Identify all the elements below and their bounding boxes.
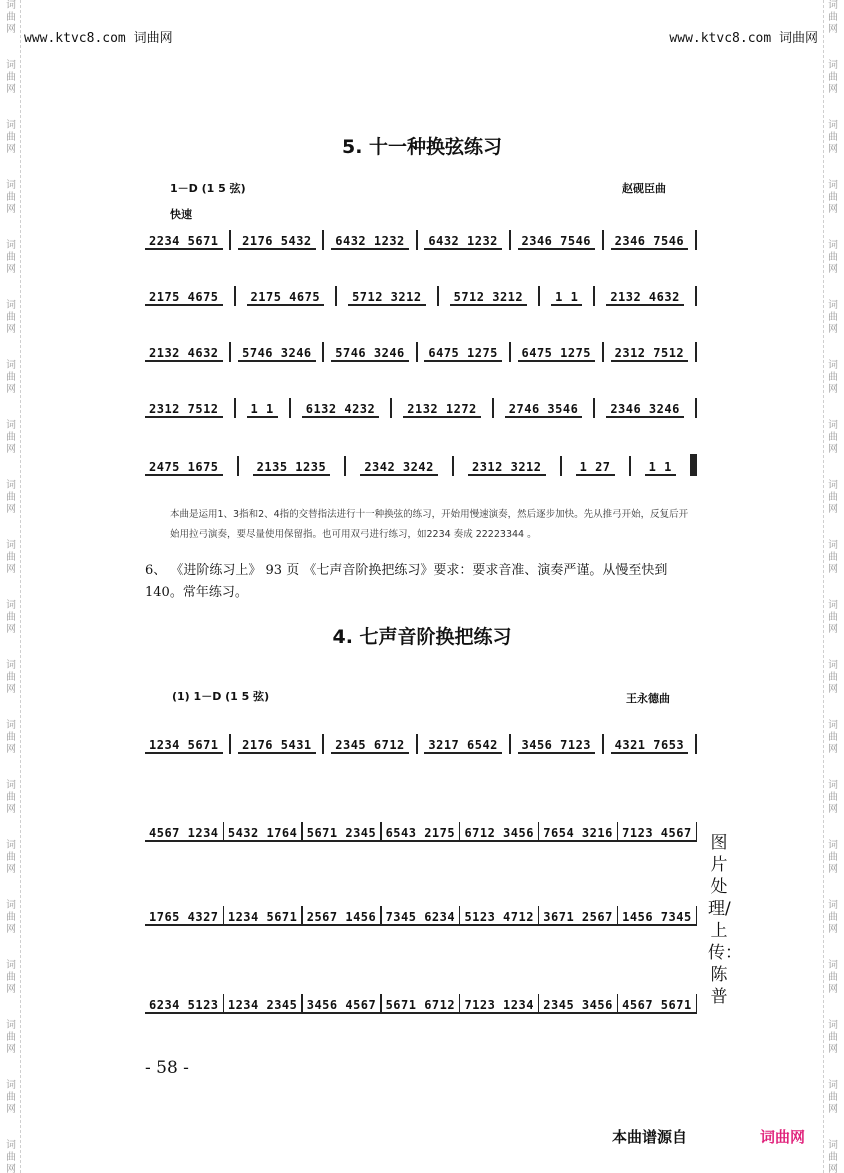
side-watermark-char: 曲 <box>6 1032 16 1043</box>
section2-line <box>145 822 697 842</box>
measure: 2135 1235 <box>253 460 331 476</box>
side-watermark-char: 曲 <box>6 732 16 743</box>
side-watermark-char: 曲 <box>6 372 16 383</box>
measure: 6712 3456 <box>460 826 538 842</box>
measure: 5712 3212 <box>348 290 426 306</box>
measure: 2132 4632 <box>145 346 223 362</box>
side-watermark-group <box>828 180 838 216</box>
measure: 1234 2345 <box>224 998 302 1014</box>
side-watermark-group <box>828 240 838 276</box>
side-watermark-char: 词 <box>6 840 16 851</box>
side-watermark-char: 曲 <box>6 252 16 263</box>
measure: 2567 1456 <box>303 910 381 926</box>
side-watermark-char: 网 <box>828 744 838 755</box>
side-watermark-group <box>6 480 16 516</box>
side-watermark-char: 曲 <box>6 312 16 323</box>
side-watermark-char: 网 <box>828 384 838 395</box>
barline <box>322 734 324 754</box>
side-watermark-char: 曲 <box>6 852 16 863</box>
side-watermark-char: 词 <box>828 960 838 971</box>
side-watermark-char: 词 <box>828 720 838 731</box>
side-watermark-char: 网 <box>6 264 16 275</box>
side-watermark-char: 网 <box>828 444 838 455</box>
side-watermark-group <box>828 960 838 996</box>
measure: 6234 5123 <box>145 998 223 1014</box>
side-watermark-group <box>6 180 16 216</box>
side-watermark-char: 网 <box>6 864 16 875</box>
side-watermark-char: 词 <box>6 420 16 431</box>
barline <box>695 230 697 250</box>
side-watermark-char: 网 <box>828 684 838 695</box>
barline <box>289 398 291 418</box>
barline <box>695 342 697 362</box>
side-watermark-char: 曲 <box>828 372 838 383</box>
barline <box>229 230 231 250</box>
side-watermark-char: 网 <box>6 204 16 215</box>
side-watermark-char: 词 <box>6 960 16 971</box>
side-watermark-group <box>828 540 838 576</box>
side-watermark-char: 网 <box>828 864 838 875</box>
barline <box>629 456 631 476</box>
side-watermark-char: 曲 <box>828 1152 838 1163</box>
measure: 2346 7546 <box>518 234 596 250</box>
side-watermark-group <box>828 1080 838 1116</box>
side-watermark-char: 曲 <box>828 192 838 203</box>
side-watermark-char: 曲 <box>828 72 838 83</box>
side-watermark-char: 词 <box>6 540 16 551</box>
barline <box>234 398 236 418</box>
side-watermark-char: 网 <box>828 1044 838 1055</box>
side-watermark-char: 词 <box>828 480 838 491</box>
barline <box>696 906 697 926</box>
side-watermark-char: 曲 <box>828 312 838 323</box>
measure: 5746 3246 <box>238 346 316 362</box>
side-watermark-char: 曲 <box>828 792 838 803</box>
barline <box>602 734 604 754</box>
side-watermark-char: 词 <box>6 900 16 911</box>
measure: 7123 1234 <box>460 998 538 1014</box>
barline <box>509 230 511 250</box>
side-watermark-char: 网 <box>6 684 16 695</box>
side-watermark-char: 曲 <box>6 972 16 983</box>
side-watermark-char: 曲 <box>6 492 16 503</box>
measure: 2475 1675 <box>145 460 223 476</box>
measure: 5746 3246 <box>331 346 409 362</box>
side-watermark-char: 词 <box>6 60 16 71</box>
barline <box>416 230 418 250</box>
measure: 2176 5431 <box>238 738 316 754</box>
side-watermark-group <box>6 240 16 276</box>
side-watermark-char: 曲 <box>6 1092 16 1103</box>
measure: 2746 3546 <box>505 402 583 418</box>
side-watermark-char: 词 <box>6 0 16 11</box>
side-watermark-char: 网 <box>6 444 16 455</box>
side-watermark-char: 曲 <box>6 192 16 203</box>
measure: 2342 3242 <box>360 460 438 476</box>
measure: 2345 6712 <box>331 738 409 754</box>
side-watermark-group <box>6 60 16 96</box>
section1-note: 本曲是运用1、3指和2、4指的交替指法进行十一种换弦的练习，开始用慢速演奏，然后逐步加快。先从推弓开始，反复后开始用拉弓演奏，要尽量使用保留指。也可用双弓进行练习，如2234 奏成 22223344 。 <box>170 509 689 540</box>
side-watermark-char: 网 <box>6 504 16 515</box>
side-watermark-char: 词 <box>6 240 16 251</box>
side-watermark-char: 网 <box>828 804 838 815</box>
measure: 5712 3212 <box>450 290 528 306</box>
side-watermark-char: 曲 <box>6 72 16 83</box>
side-watermark-char: 网 <box>828 924 838 935</box>
side-watermark-char: 词 <box>828 1140 838 1151</box>
side-watermark-char: 网 <box>6 1104 16 1115</box>
side-watermark-char: 曲 <box>828 612 838 623</box>
side-watermark-char: 网 <box>828 1164 838 1173</box>
measure: 5671 6712 <box>382 998 460 1014</box>
side-watermark-char: 网 <box>6 564 16 575</box>
barline <box>560 456 562 476</box>
measure: 5432 1764 <box>224 826 302 842</box>
footer-site-link[interactable]: 词曲网 <box>760 1128 806 1146</box>
side-watermark-char: 词 <box>828 900 838 911</box>
barline <box>509 342 511 362</box>
side-watermark-group <box>6 720 16 756</box>
side-watermark-char: 网 <box>6 1044 16 1055</box>
section1-line <box>145 398 697 418</box>
side-watermark-char: 曲 <box>828 732 838 743</box>
side-watermark-char: 词 <box>828 240 838 251</box>
barline <box>696 822 697 842</box>
side-watermark-group <box>828 420 838 456</box>
side-watermark-group <box>828 1140 838 1173</box>
side-watermark-char: 网 <box>828 504 838 515</box>
side-watermark-char: 曲 <box>6 552 16 563</box>
side-watermark-char: 曲 <box>6 432 16 443</box>
side-watermark-char: 网 <box>828 144 838 155</box>
vertical-credit: 图片处理/上传：陈普 <box>708 833 742 1007</box>
side-watermark-char: 词 <box>6 120 16 131</box>
section1-composer: 赵砚臣曲 <box>622 182 666 195</box>
side-watermark-group <box>828 1020 838 1056</box>
barline <box>437 286 439 306</box>
side-watermark-char: 曲 <box>6 912 16 923</box>
measure: 2346 3246 <box>606 402 684 418</box>
side-watermark-char: 曲 <box>6 132 16 143</box>
barline <box>335 286 337 306</box>
side-watermark-char: 词 <box>6 1020 16 1031</box>
section2-composer: 王永德曲 <box>626 692 670 705</box>
measure: 2312 7512 <box>611 346 689 362</box>
side-watermark-char: 词 <box>6 780 16 791</box>
side-watermark-group <box>828 840 838 876</box>
measure: 4321 7653 <box>611 738 689 754</box>
side-watermark-char: 网 <box>6 984 16 995</box>
side-watermark-char: 词 <box>6 300 16 311</box>
left-watermark-strip <box>2 0 21 1173</box>
side-watermark-group <box>828 60 838 96</box>
measure: 2312 3212 <box>468 460 546 476</box>
section1-title: 5. 十一种换弦练习 <box>341 136 503 158</box>
measure: 4567 1234 <box>145 826 223 842</box>
side-watermark-char: 网 <box>6 744 16 755</box>
side-watermark-group <box>6 420 16 456</box>
side-watermark-char: 曲 <box>6 792 16 803</box>
measure: 6543 2175 <box>382 826 460 842</box>
side-watermark-char: 曲 <box>828 552 838 563</box>
side-watermark-char: 曲 <box>828 912 838 923</box>
side-watermark-char: 网 <box>6 384 16 395</box>
side-watermark-char: 曲 <box>828 432 838 443</box>
side-watermark-group <box>6 540 16 576</box>
side-watermark-group <box>6 780 16 816</box>
measure: 4567 5671 <box>618 998 696 1014</box>
measure: 6475 1275 <box>424 346 502 362</box>
side-watermark-group <box>6 1140 16 1173</box>
barline <box>509 734 511 754</box>
barline <box>602 230 604 250</box>
side-watermark-char: 曲 <box>828 1032 838 1043</box>
measure: 3456 7123 <box>518 738 596 754</box>
measure: 1456 7345 <box>618 910 696 926</box>
side-watermark-char: 词 <box>6 480 16 491</box>
side-watermark-group <box>828 360 838 396</box>
side-watermark-char: 曲 <box>828 132 838 143</box>
watermark-right: www.ktvc8.com 词曲网 <box>669 31 818 46</box>
barline <box>322 342 324 362</box>
side-watermark-char: 词 <box>828 1020 838 1031</box>
measure: 1765 4327 <box>145 910 223 926</box>
side-watermark-char: 词 <box>828 180 838 191</box>
side-watermark-group <box>828 660 838 696</box>
barline <box>229 734 231 754</box>
side-watermark-group <box>828 0 838 36</box>
side-watermark-char: 词 <box>828 120 838 131</box>
barline <box>602 342 604 362</box>
barline <box>322 230 324 250</box>
side-watermark-char: 曲 <box>828 852 838 863</box>
measure: 3671 2567 <box>539 910 617 926</box>
measure: 7345 6234 <box>382 910 460 926</box>
measure: 6432 1232 <box>424 234 502 250</box>
side-watermark-char: 网 <box>6 924 16 935</box>
side-watermark-char: 网 <box>828 264 838 275</box>
measure: 2175 4675 <box>145 290 223 306</box>
side-watermark-char: 网 <box>6 144 16 155</box>
practice-requirement: 6、 《进阶练习上》 93 页 《七声音阶换把练习》要求：要求音准、演奏严谨。从慢至快到 140。常年练习。 <box>145 563 668 600</box>
side-watermark-char: 曲 <box>828 492 838 503</box>
side-watermark-group <box>6 960 16 996</box>
measure: 2346 7546 <box>611 234 689 250</box>
side-watermark-group <box>6 1080 16 1116</box>
side-watermark-char: 网 <box>6 804 16 815</box>
side-watermark-char: 网 <box>6 84 16 95</box>
measure: 5671 2345 <box>303 826 381 842</box>
measure: 2312 7512 <box>145 402 223 418</box>
side-watermark-group <box>6 300 16 336</box>
barline <box>344 456 346 476</box>
measure: 1234 5671 <box>145 738 223 754</box>
side-watermark-char: 词 <box>6 660 16 671</box>
measure: 2176 5432 <box>238 234 316 250</box>
side-watermark-group <box>6 900 16 936</box>
side-watermark-char: 曲 <box>6 1152 16 1163</box>
side-watermark-char: 词 <box>6 1140 16 1151</box>
measure: 7123 4567 <box>618 826 696 842</box>
footer-source: 本曲谱源自 <box>612 1128 688 1146</box>
barline <box>593 286 595 306</box>
side-watermark-char: 网 <box>6 624 16 635</box>
section2-line <box>145 906 697 926</box>
measure: 5123 4712 <box>460 910 538 926</box>
side-watermark-char: 曲 <box>828 1092 838 1103</box>
measure: 7654 3216 <box>539 826 617 842</box>
barline <box>390 398 392 418</box>
side-watermark-char: 网 <box>828 84 838 95</box>
side-watermark-group <box>828 780 838 816</box>
side-watermark-char: 曲 <box>828 12 838 23</box>
side-watermark-char: 词 <box>828 600 838 611</box>
measure: 2345 3456 <box>539 998 617 1014</box>
side-watermark-group <box>828 480 838 516</box>
side-watermark-char: 词 <box>828 300 838 311</box>
side-watermark-char: 曲 <box>828 672 838 683</box>
measure: 1 1 <box>645 460 676 476</box>
section2-key: (1) 1－D (1 5 弦) <box>172 690 270 703</box>
measure: 2175 4675 <box>247 290 325 306</box>
barline <box>229 342 231 362</box>
barline <box>452 456 454 476</box>
side-watermark-char: 词 <box>6 180 16 191</box>
section2-line <box>145 994 697 1014</box>
side-watermark-char: 网 <box>6 324 16 335</box>
side-watermark-char: 网 <box>828 1104 838 1115</box>
side-watermark-group <box>828 900 838 936</box>
side-watermark-char: 曲 <box>6 612 16 623</box>
measure: 1 1 <box>247 402 278 418</box>
side-watermark-char: 词 <box>6 360 16 371</box>
side-watermark-group <box>6 660 16 696</box>
side-watermark-char: 网 <box>828 624 838 635</box>
measure: 2234 5671 <box>145 234 223 250</box>
side-watermark-group <box>828 720 838 756</box>
side-watermark-group <box>828 300 838 336</box>
measure: 3456 4567 <box>303 998 381 1014</box>
side-watermark-char: 网 <box>6 1164 16 1173</box>
measure: 1 1 <box>551 290 582 306</box>
side-watermark-char: 网 <box>828 984 838 995</box>
barline <box>695 286 697 306</box>
side-watermark-char: 词 <box>828 0 838 11</box>
side-watermark-char: 词 <box>6 1080 16 1091</box>
measure: 6475 1275 <box>518 346 596 362</box>
barline <box>237 456 239 476</box>
section2-line <box>145 734 697 754</box>
side-watermark-char: 词 <box>828 780 838 791</box>
barline <box>416 734 418 754</box>
measure: 2132 4632 <box>606 290 684 306</box>
section1-line <box>145 454 697 476</box>
side-watermark-char: 曲 <box>6 12 16 23</box>
side-watermark-char: 词 <box>828 360 838 371</box>
right-watermark-strip <box>823 0 842 1173</box>
barline <box>416 342 418 362</box>
side-watermark-char: 词 <box>828 60 838 71</box>
section2-title: 4. 七声音阶换把练习 <box>332 626 512 648</box>
measure: 3217 6542 <box>424 738 502 754</box>
side-watermark-group <box>6 840 16 876</box>
side-watermark-char: 词 <box>828 540 838 551</box>
side-watermark-char: 曲 <box>828 252 838 263</box>
final-barline <box>690 454 697 476</box>
side-watermark-char: 网 <box>828 564 838 575</box>
barline <box>538 286 540 306</box>
barline <box>695 734 697 754</box>
barline <box>492 398 494 418</box>
page-number: - 58 - <box>145 1058 189 1078</box>
barline <box>695 398 697 418</box>
side-watermark-char: 词 <box>828 660 838 671</box>
side-watermark-char: 词 <box>6 600 16 611</box>
measure: 1 27 <box>576 460 615 476</box>
side-watermark-char: 词 <box>828 840 838 851</box>
barline <box>234 286 236 306</box>
section1-line <box>145 342 697 362</box>
side-watermark-char: 网 <box>828 204 838 215</box>
measure: 2132 1272 <box>403 402 481 418</box>
side-watermark-char: 曲 <box>6 672 16 683</box>
side-watermark-group <box>6 0 16 36</box>
section1-line <box>145 286 697 306</box>
section1-tempo: 快速 <box>170 208 192 221</box>
side-watermark-group <box>6 360 16 396</box>
watermark-left: www.ktvc8.com 词曲网 <box>24 31 173 46</box>
measure: 6432 1232 <box>331 234 409 250</box>
side-watermark-char: 网 <box>828 24 838 35</box>
side-watermark-char: 词 <box>828 1080 838 1091</box>
side-watermark-char: 网 <box>6 24 16 35</box>
side-watermark-char: 网 <box>828 324 838 335</box>
measure: 1234 5671 <box>224 910 302 926</box>
side-watermark-group <box>6 1020 16 1056</box>
measure: 6132 4232 <box>302 402 380 418</box>
barline <box>593 398 595 418</box>
section1-key: 1－D (1 5 弦) <box>170 182 246 195</box>
barline <box>696 994 697 1014</box>
section1-line <box>145 230 697 250</box>
side-watermark-char: 词 <box>828 420 838 431</box>
side-watermark-char: 曲 <box>828 972 838 983</box>
side-watermark-char: 词 <box>6 720 16 731</box>
